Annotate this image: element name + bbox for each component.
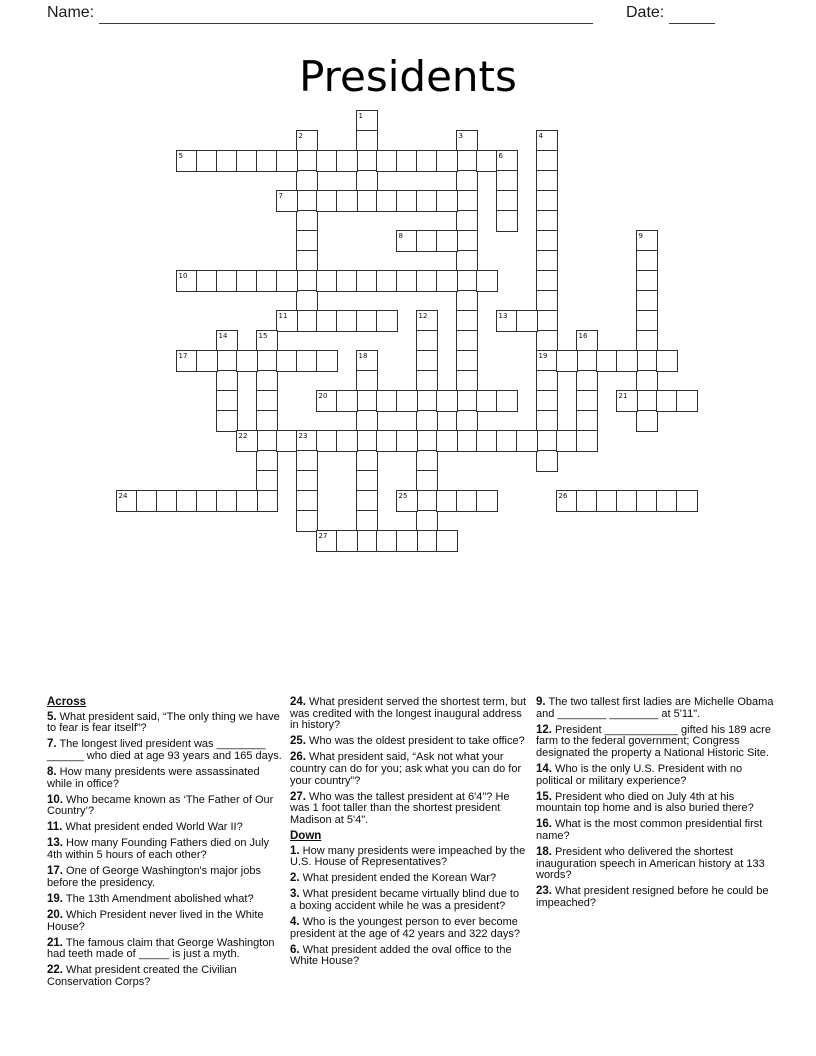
grid-cell[interactable] — [296, 210, 318, 232]
grid-cell[interactable] — [456, 350, 478, 372]
date-input-line[interactable] — [669, 5, 715, 24]
cell-number: 2 — [298, 131, 303, 140]
grid-cell[interactable] — [256, 350, 278, 372]
clue-item: 1. How many presidents were impeached by the U.S. House of Representatives? — [290, 844, 526, 869]
grid-cell[interactable] — [616, 350, 638, 372]
clue-number: 9. — [536, 696, 546, 708]
grid-cell[interactable] — [336, 310, 358, 332]
grid-cell[interactable] — [196, 350, 218, 372]
grid-cell[interactable] — [616, 490, 638, 512]
grid-cell[interactable] — [376, 150, 398, 172]
grid-cell[interactable] — [536, 290, 558, 312]
grid-cell[interactable] — [496, 390, 518, 412]
grid-cell[interactable] — [536, 150, 558, 172]
clue-number: 5. — [47, 710, 57, 723]
grid-cell[interactable] — [216, 330, 238, 352]
grid-cell[interactable] — [636, 350, 658, 372]
grid-cell[interactable] — [336, 430, 358, 452]
clue-item: 4. Who is the youngest person to ever become president at the age of 42 years and 322 days? — [290, 916, 520, 940]
grid-cell[interactable] — [276, 430, 298, 452]
clue-number: 25. — [290, 735, 306, 748]
grid-cell[interactable] — [356, 470, 378, 492]
grid-cell[interactable] — [416, 510, 438, 532]
grid-cell[interactable] — [416, 390, 438, 412]
grid-cell[interactable] — [536, 310, 558, 332]
clue-item: 27. Who was the tallest president at 6'4"? He was 1 foot taller than the shortest president Madison at 5'4". — [290, 790, 510, 826]
grid-cell[interactable] — [456, 210, 478, 232]
grid-cell[interactable] — [156, 490, 178, 512]
grid-cell[interactable] — [336, 530, 358, 552]
grid-cell[interactable] — [276, 190, 298, 212]
grid-cell[interactable] — [376, 430, 398, 452]
clue-number: 18. — [536, 846, 552, 859]
grid-cell[interactable] — [636, 370, 658, 392]
grid-cell[interactable] — [416, 270, 438, 292]
grid-cell[interactable] — [476, 150, 498, 172]
grid-cell[interactable] — [316, 350, 338, 372]
grid-cell[interactable] — [536, 190, 558, 212]
grid-cell[interactable] — [636, 310, 658, 332]
grid-cell[interactable] — [636, 390, 658, 412]
grid-cell[interactable] — [336, 270, 358, 292]
grid-cell[interactable] — [216, 390, 238, 412]
grid-cell[interactable] — [216, 350, 238, 372]
grid-cell[interactable] — [556, 350, 578, 372]
grid-cell[interactable] — [236, 350, 258, 372]
grid-cell[interactable] — [256, 150, 278, 172]
grid-cell[interactable] — [316, 390, 338, 412]
grid-cell[interactable] — [376, 530, 398, 552]
cell-number: 19 — [538, 351, 548, 360]
grid-cell[interactable] — [636, 230, 658, 252]
grid-cell[interactable] — [256, 270, 278, 292]
clue-item: 5. What president said, “The only thing we have to fear is fear itself”? — [47, 710, 280, 735]
grid-cell[interactable] — [416, 470, 438, 492]
grid-cell[interactable] — [296, 470, 318, 492]
grid-cell[interactable] — [656, 350, 678, 372]
grid-cell[interactable] — [476, 430, 498, 452]
clue-item: 23. What president resigned before he could be impeached? — [536, 885, 769, 909]
grid-cell[interactable] — [536, 230, 558, 252]
grid-cell[interactable] — [236, 150, 258, 172]
grid-cell[interactable] — [636, 270, 658, 292]
clue-column-down — [536, 697, 776, 914]
grid-cell[interactable] — [636, 330, 658, 352]
cell-number: 7 — [278, 191, 283, 200]
clue-section-header: Down — [290, 829, 322, 842]
clue-number: 6. — [290, 943, 300, 956]
grid-cell[interactable] — [196, 270, 218, 292]
grid-cell[interactable] — [256, 490, 278, 512]
clue-number: 7. — [47, 738, 57, 751]
grid-cell[interactable] — [376, 190, 398, 212]
grid-cell[interactable] — [496, 170, 518, 192]
grid-cell[interactable] — [276, 270, 298, 292]
grid-cell[interactable] — [636, 490, 658, 512]
grid-cell[interactable] — [296, 270, 318, 292]
cell-number: 17 — [178, 351, 188, 360]
cell-number: 9 — [638, 231, 643, 240]
grid-cell[interactable] — [536, 130, 558, 152]
grid-cell[interactable] — [216, 370, 238, 392]
grid-cell[interactable] — [276, 350, 298, 372]
name-label: Name: — [47, 4, 95, 21]
grid-cell[interactable] — [296, 290, 318, 312]
clue-item: 22. What president created the Civilian Conservation Corps? — [47, 964, 237, 988]
grid-cell[interactable] — [556, 490, 578, 512]
grid-cell[interactable] — [496, 430, 518, 452]
clue-number: 19. — [47, 892, 63, 905]
grid-cell[interactable] — [436, 230, 458, 252]
cell-number: 25 — [398, 491, 408, 500]
grid-cell[interactable] — [456, 310, 478, 332]
grid-cell[interactable] — [356, 370, 378, 392]
grid-cell[interactable] — [316, 530, 338, 552]
grid-cell[interactable] — [336, 390, 358, 412]
grid-cell[interactable] — [436, 490, 458, 512]
clue-item: 26. What president said, “Ask not what your country can do for you; ask what you can do for your country”? — [290, 751, 522, 787]
cell-number: 18 — [358, 351, 368, 360]
grid-cell[interactable] — [256, 410, 278, 432]
clue-item: 13. How many Founding Fathers died on July 4th within 5 hours of each other? — [47, 837, 270, 862]
grid-cell[interactable] — [616, 390, 638, 412]
grid-cell[interactable] — [256, 470, 278, 492]
grid-cell[interactable] — [356, 430, 378, 452]
grid-cell[interactable] — [236, 430, 258, 452]
clue-number: 16. — [536, 818, 552, 831]
grid-cell[interactable] — [656, 390, 678, 412]
clue-number: 4. — [290, 916, 300, 928]
grid-cell[interactable] — [296, 170, 318, 192]
grid-cell[interactable] — [296, 490, 318, 512]
grid-cell[interactable] — [396, 430, 418, 452]
grid-cell[interactable] — [436, 390, 458, 412]
clue-number: 26. — [290, 751, 306, 764]
grid-cell[interactable] — [316, 270, 338, 292]
clue-item: 24. What president served the shortest term, but was credited with the longest inaugural address in history? — [290, 696, 527, 732]
grid-cell[interactable] — [456, 250, 478, 272]
grid-cell[interactable] — [256, 430, 278, 452]
grid-cell[interactable] — [136, 490, 158, 512]
clue-number: 23. — [536, 885, 552, 898]
grid-cell[interactable] — [196, 490, 218, 512]
clue-number: 12. — [536, 723, 552, 736]
grid-cell[interactable] — [536, 350, 558, 372]
grid-cell[interactable] — [356, 350, 378, 372]
grid-cell[interactable] — [296, 230, 318, 252]
clue-item: 8. How many presidents were assassinated while in office? — [47, 765, 260, 790]
grid-cell[interactable] — [576, 390, 598, 412]
grid-cell[interactable] — [436, 150, 458, 172]
grid-cell[interactable] — [456, 130, 478, 152]
clue-item: 20. Which President never lived in the White House? — [47, 908, 264, 933]
grid-cell[interactable] — [296, 310, 318, 332]
grid-cell[interactable] — [516, 310, 538, 332]
clue-number: 11. — [47, 821, 63, 834]
grid-cell[interactable] — [436, 530, 458, 552]
clue-item: 17. One of George Washington's major jobs before the presidency. — [47, 865, 261, 889]
cell-number: 4 — [538, 131, 543, 140]
cell-number: 8 — [398, 231, 403, 240]
grid-cell[interactable] — [356, 170, 378, 192]
grid-cell[interactable] — [416, 450, 438, 472]
grid-cell[interactable] — [656, 490, 678, 512]
clue-item: 12. President ____________ gifted his 189 acre farm to the federal government; Congress designated the property a National Historic Site. — [536, 723, 771, 759]
cell-number: 24 — [118, 491, 128, 500]
name-input-line[interactable] — [99, 5, 593, 24]
grid-cell[interactable] — [576, 430, 598, 452]
cell-number: 1 — [358, 111, 363, 120]
grid-cell[interactable] — [316, 430, 338, 452]
grid-cell[interactable] — [516, 430, 538, 452]
grid-cell[interactable] — [336, 150, 358, 172]
grid-cell[interactable] — [236, 270, 258, 292]
date-label: Date: — [626, 4, 665, 21]
grid-cell[interactable] — [356, 450, 378, 472]
grid-cell[interactable] — [436, 270, 458, 292]
grid-cell[interactable] — [296, 430, 318, 452]
grid-cell[interactable] — [356, 110, 378, 132]
grid-cell[interactable] — [396, 390, 418, 412]
grid-cell[interactable] — [296, 350, 318, 372]
grid-cell[interactable] — [396, 490, 418, 512]
cell-number: 26 — [558, 491, 568, 500]
clue-item: 9. The two tallest first ladies are Michelle Obama and ________ ________ at 5'11". — [536, 696, 774, 720]
grid-cell[interactable] — [436, 430, 458, 452]
clue-item: 2. What president ended the Korean War? — [290, 872, 497, 885]
grid-cell[interactable] — [216, 270, 238, 292]
grid-cell[interactable] — [676, 390, 698, 412]
cell-number: 23 — [298, 431, 308, 440]
grid-cell[interactable] — [456, 390, 478, 412]
cell-number: 13 — [498, 311, 508, 320]
grid-cell[interactable] — [456, 170, 478, 192]
grid-cell[interactable] — [456, 490, 478, 512]
clue-item: 14. Who is the only U.S. President with no political or military experience? — [536, 762, 743, 787]
grid-cell[interactable] — [536, 450, 558, 472]
grid-cell[interactable] — [416, 530, 438, 552]
clue-number: 10. — [47, 793, 63, 806]
grid-cell[interactable] — [476, 270, 498, 292]
clue-item: 3. What president became virtually blind due to a boxing accident while he was a president? — [290, 888, 520, 912]
grid-cell[interactable] — [416, 430, 438, 452]
grid-cell[interactable] — [176, 270, 198, 292]
grid-cell[interactable] — [276, 150, 298, 172]
cell-number: 27 — [318, 531, 328, 540]
grid-cell[interactable] — [356, 510, 378, 532]
cell-number: 20 — [318, 391, 328, 400]
grid-cell[interactable] — [356, 130, 378, 152]
grid-cell[interactable] — [536, 430, 558, 452]
grid-cell[interactable] — [116, 490, 138, 512]
clue-number: 22. — [47, 964, 63, 977]
grid-cell[interactable] — [296, 150, 318, 172]
grid-cell[interactable] — [396, 150, 418, 172]
clue-number: 8. — [47, 765, 57, 778]
page-title: Presidents — [299, 52, 517, 101]
grid-cell[interactable] — [176, 490, 198, 512]
cell-number: 6 — [498, 151, 503, 160]
clue-number: 2. — [290, 872, 300, 885]
grid-cell[interactable] — [416, 190, 438, 212]
grid-cell[interactable] — [176, 150, 198, 172]
grid-cell[interactable] — [416, 310, 438, 332]
grid-cell[interactable] — [456, 270, 478, 292]
grid-cell[interactable] — [356, 150, 378, 172]
grid-cell[interactable] — [496, 190, 518, 212]
grid-cell[interactable] — [536, 410, 558, 432]
grid-cell[interactable] — [336, 190, 358, 212]
grid-cell[interactable] — [576, 370, 598, 392]
clue-number: 1. — [290, 844, 300, 857]
grid-cell[interactable] — [476, 490, 498, 512]
grid-cell[interactable] — [176, 350, 198, 372]
grid-cell[interactable] — [536, 370, 558, 392]
grid-cell[interactable] — [496, 210, 518, 232]
grid-cell[interactable] — [356, 390, 378, 412]
grid-cell[interactable] — [356, 310, 378, 332]
cell-number: 12 — [418, 311, 428, 320]
grid-cell[interactable] — [296, 450, 318, 472]
clue-column-across — [47, 697, 283, 993]
cell-number: 10 — [178, 271, 188, 280]
grid-cell[interactable] — [456, 190, 478, 212]
grid-cell[interactable] — [356, 490, 378, 512]
cell-number: 15 — [258, 331, 268, 340]
clue-item: 7. The longest lived president was ________ ______ who died at age 93 years and 165 days. — [47, 738, 282, 762]
clue-column-middle — [290, 697, 528, 972]
cell-number: 14 — [218, 331, 228, 340]
grid-cell[interactable] — [396, 230, 418, 252]
grid-cell[interactable] — [396, 190, 418, 212]
clue-item: 10. Who became known as ‘The Father of Our Country’? — [47, 793, 274, 818]
grid-cell[interactable] — [316, 150, 338, 172]
grid-cell[interactable] — [456, 230, 478, 252]
grid-cell[interactable] — [396, 530, 418, 552]
grid-cell[interactable] — [676, 490, 698, 512]
grid-cell[interactable] — [296, 130, 318, 152]
clue-number: 3. — [290, 888, 300, 901]
grid-cell[interactable] — [536, 170, 558, 192]
clue-item: 15. President who died on July 4th at his mountain top home and is also buried there? — [536, 790, 754, 815]
grid-cell[interactable] — [636, 410, 658, 432]
clue-number: 20. — [47, 908, 63, 921]
grid-cell[interactable] — [576, 330, 598, 352]
grid-cell[interactable] — [476, 390, 498, 412]
grid-cell[interactable] — [316, 190, 338, 212]
grid-cell[interactable] — [296, 510, 318, 532]
grid-cell[interactable] — [376, 390, 398, 412]
grid-cell[interactable] — [196, 150, 218, 172]
cell-number: 5 — [178, 151, 183, 160]
grid-cell[interactable] — [376, 310, 398, 332]
grid-cell[interactable] — [216, 490, 238, 512]
grid-cell[interactable] — [256, 330, 278, 352]
grid-cell[interactable] — [456, 330, 478, 352]
grid-cell[interactable] — [456, 290, 478, 312]
grid-cell[interactable] — [456, 370, 478, 392]
grid-cell[interactable] — [296, 250, 318, 272]
grid-cell[interactable] — [416, 490, 438, 512]
clue-number: 17. — [47, 865, 63, 878]
clue-number: 27. — [290, 790, 306, 803]
grid-cell[interactable] — [556, 430, 578, 452]
grid-cell[interactable] — [416, 370, 438, 392]
grid-cell[interactable] — [456, 150, 478, 172]
clue-item: 19. The 13th Amendment abolished what? — [47, 892, 254, 905]
clue-section-header: Across — [47, 696, 86, 708]
cell-number: 11 — [278, 311, 288, 320]
grid-cell[interactable] — [416, 230, 438, 252]
clue-item: 21. The famous claim that George Washington had teeth made of _____ is just a myth. — [47, 936, 275, 961]
grid-cell[interactable] — [536, 250, 558, 272]
grid-cell[interactable] — [356, 410, 378, 432]
grid-cell[interactable] — [256, 390, 278, 412]
grid-cell[interactable] — [636, 290, 658, 312]
grid-cell[interactable] — [256, 370, 278, 392]
crossword-grid — [116, 110, 697, 551]
grid-cell[interactable] — [536, 330, 558, 352]
clue-item: 16. What is the most common presidential first name? — [536, 818, 763, 842]
grid-cell[interactable] — [536, 390, 558, 412]
grid-cell[interactable] — [416, 330, 438, 352]
grid-cell[interactable] — [276, 310, 298, 332]
grid-cell[interactable] — [316, 310, 338, 332]
cell-number: 21 — [618, 391, 628, 400]
grid-cell[interactable] — [376, 270, 398, 292]
grid-cell[interactable] — [216, 150, 238, 172]
clue-number: 15. — [536, 790, 552, 803]
clue-number: 14. — [536, 762, 552, 775]
grid-cell[interactable] — [296, 190, 318, 212]
grid-cell[interactable] — [456, 410, 478, 432]
grid-cell[interactable] — [356, 530, 378, 552]
grid-cell[interactable] — [596, 350, 618, 372]
clue-item: 25. Who was the oldest president to take office? — [290, 735, 525, 748]
grid-cell[interactable] — [536, 210, 558, 232]
grid-cell[interactable] — [596, 490, 618, 512]
clue-number: 24. — [290, 696, 306, 708]
clue-item: 18. President who delivered the shortest inauguration speech in American history at 133 words? — [536, 846, 765, 882]
grid-cell[interactable] — [396, 270, 418, 292]
clue-number: 13. — [47, 837, 63, 850]
grid-cell[interactable] — [496, 150, 518, 172]
grid-cell[interactable] — [356, 190, 378, 212]
cell-number: 22 — [238, 431, 248, 440]
grid-cell[interactable] — [356, 270, 378, 292]
grid-cell[interactable] — [496, 310, 518, 332]
grid-cell[interactable] — [256, 450, 278, 472]
clue-item: 11. What president ended World War II? — [47, 821, 243, 834]
grid-cell[interactable] — [416, 410, 438, 432]
clue-item: 6. What president added the oval office to the White House? — [290, 943, 512, 968]
grid-cell[interactable] — [576, 490, 598, 512]
cell-number: 3 — [458, 131, 463, 140]
grid-cell[interactable] — [576, 410, 598, 432]
grid-cell[interactable] — [536, 270, 558, 292]
grid-cell[interactable] — [236, 490, 258, 512]
clue-number: 21. — [47, 936, 63, 949]
grid-cell[interactable] — [416, 150, 438, 172]
cell-number: 16 — [578, 331, 588, 340]
grid-cell[interactable] — [436, 190, 458, 212]
grid-cell[interactable] — [636, 250, 658, 272]
grid-cell[interactable] — [216, 410, 238, 432]
grid-cell[interactable] — [576, 350, 598, 372]
grid-cell[interactable] — [416, 350, 438, 372]
grid-cell[interactable] — [456, 430, 478, 452]
